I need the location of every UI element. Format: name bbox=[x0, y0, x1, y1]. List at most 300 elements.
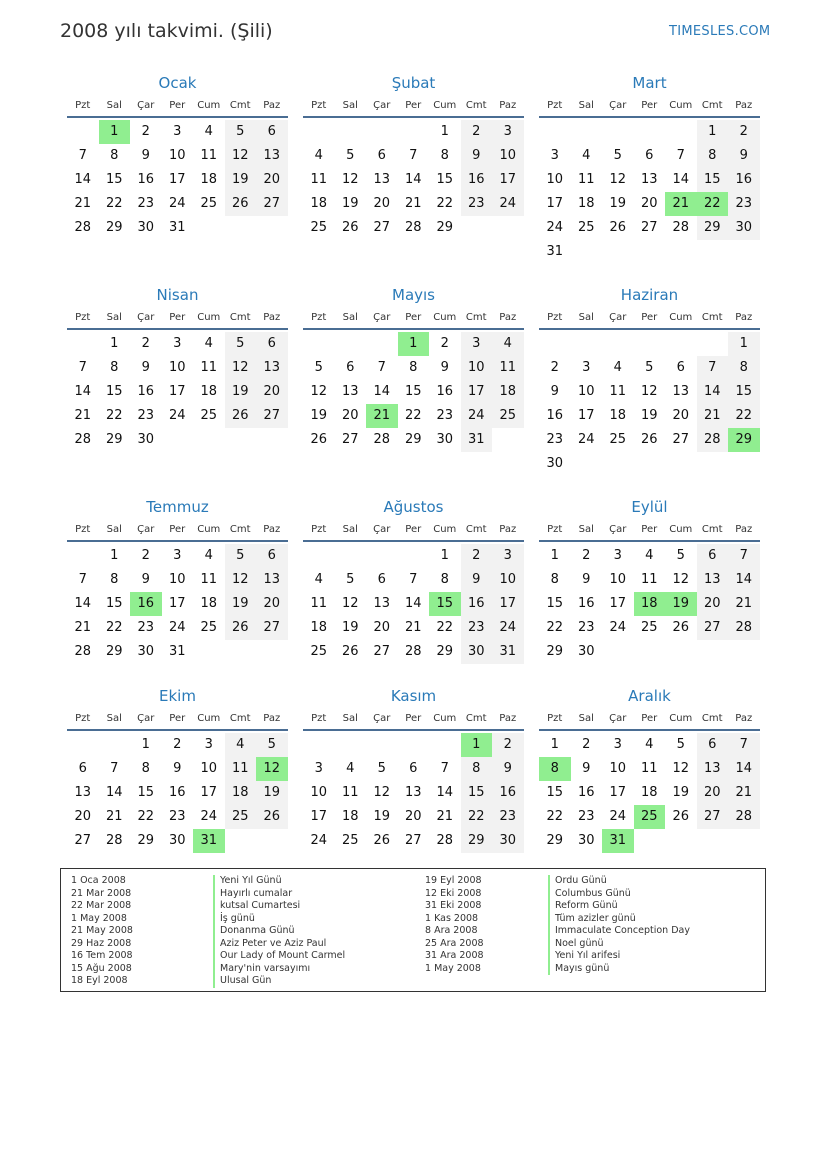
month-name: Nisan bbox=[156, 286, 199, 304]
week-row bbox=[303, 404, 524, 428]
day-cell: 21 bbox=[74, 620, 92, 635]
legend-holiday-name: Yeni Yıl Günü bbox=[220, 875, 282, 886]
empty-cell bbox=[634, 332, 666, 356]
day-cell: 14 bbox=[728, 757, 760, 781]
day-cell: 25 bbox=[634, 805, 666, 829]
legend-names bbox=[213, 875, 345, 988]
legend-holiday-name: Columbus Günü bbox=[555, 887, 631, 899]
empty-cell bbox=[665, 829, 697, 853]
day-cell: 8 bbox=[110, 148, 119, 163]
day-cell: 24 bbox=[546, 220, 564, 235]
day-cell: 13 bbox=[373, 172, 391, 187]
week-row bbox=[67, 829, 288, 853]
week-row bbox=[539, 757, 760, 781]
day-cell: 15 bbox=[697, 168, 729, 192]
legend-holiday-name: Our Lady of Mount Carmel bbox=[220, 950, 346, 961]
day-cell: 18 bbox=[225, 781, 257, 805]
weekday-label: Paz bbox=[499, 712, 517, 724]
day-cell: 30 bbox=[546, 456, 564, 471]
day-cell: 14 bbox=[728, 568, 760, 592]
empty-cell bbox=[429, 733, 461, 757]
weekday-label: Paz bbox=[735, 523, 753, 535]
weekday-label: Per bbox=[641, 99, 658, 111]
weekday-label: Çar bbox=[137, 99, 155, 111]
day-cell: 18 bbox=[310, 620, 328, 635]
empty-cell bbox=[225, 216, 257, 240]
week-row bbox=[67, 805, 288, 829]
empty-cell bbox=[634, 120, 666, 144]
legend-date: 21 May 2008 bbox=[71, 925, 133, 936]
day-cell: 19 bbox=[310, 408, 328, 423]
day-cell: 2 bbox=[141, 548, 150, 563]
month-name: Kasım bbox=[390, 687, 437, 705]
day-cell: 6 bbox=[346, 360, 355, 375]
empty-cell bbox=[67, 733, 99, 757]
day-cell: 16 bbox=[130, 592, 162, 616]
day-cell: 7 bbox=[110, 761, 119, 776]
page-title: 2008 yılı takvimi. (Şili) bbox=[60, 20, 273, 42]
day-cell: 30 bbox=[137, 432, 155, 447]
weekday-label: Pzt bbox=[547, 712, 563, 724]
weekday-label: Sal bbox=[342, 712, 358, 724]
day-cell: 30 bbox=[436, 432, 454, 447]
weekday-label: Çar bbox=[373, 712, 391, 724]
day-cell: 19 bbox=[609, 196, 627, 211]
legend-date: 29 Haz 2008 bbox=[71, 937, 132, 949]
weekday-label: Cmt bbox=[701, 712, 723, 724]
weekday-header bbox=[67, 707, 288, 729]
empty-cell bbox=[602, 332, 634, 356]
day-cell: 13 bbox=[640, 172, 658, 187]
day-cell: 18 bbox=[341, 809, 359, 824]
weekday-label: Per bbox=[169, 99, 186, 111]
day-cell: 6 bbox=[697, 544, 729, 568]
month-8 bbox=[303, 496, 524, 664]
empty-cell bbox=[728, 452, 760, 476]
day-cell: 23 bbox=[168, 809, 186, 824]
day-cell: 5 bbox=[225, 120, 257, 144]
week-row bbox=[67, 733, 288, 757]
legend-holiday-name: Ulusal Gün bbox=[220, 975, 272, 986]
day-cell: 19 bbox=[373, 809, 391, 824]
week-row bbox=[303, 757, 524, 781]
week-row bbox=[67, 568, 288, 592]
day-cell: 28 bbox=[74, 220, 92, 235]
weekday-label: Pzt bbox=[311, 523, 327, 535]
day-cell: 16 bbox=[461, 168, 493, 192]
day-cell: 21 bbox=[74, 408, 92, 423]
day-cell: 29 bbox=[546, 833, 564, 848]
week-row bbox=[303, 568, 524, 592]
week-row bbox=[303, 356, 524, 380]
weekday-label: Paz bbox=[263, 311, 281, 323]
day-cell: 15 bbox=[105, 596, 123, 611]
day-cell: 1 bbox=[110, 548, 119, 563]
day-cell: 30 bbox=[577, 644, 595, 659]
day-cell: 7 bbox=[440, 761, 449, 776]
day-cell: 23 bbox=[577, 809, 595, 824]
weekday-label: Pzt bbox=[547, 99, 563, 111]
day-cell: 1 bbox=[550, 737, 559, 752]
day-cell: 25 bbox=[640, 620, 658, 635]
day-cell: 20 bbox=[74, 809, 92, 824]
weekday-label: Çar bbox=[609, 523, 627, 535]
weekday-label: Per bbox=[641, 523, 658, 535]
day-cell: 26 bbox=[672, 809, 690, 824]
empty-cell bbox=[303, 332, 335, 356]
weekday-header bbox=[303, 94, 524, 116]
day-cell: 3 bbox=[550, 148, 559, 163]
day-cell: 10 bbox=[461, 356, 493, 380]
week-row bbox=[539, 404, 760, 428]
day-cell: 5 bbox=[346, 572, 355, 587]
day-cell: 31 bbox=[602, 829, 634, 853]
day-cell: 16 bbox=[461, 592, 493, 616]
day-cell: 5 bbox=[676, 737, 685, 752]
day-cell: 17 bbox=[546, 196, 564, 211]
week-row bbox=[67, 356, 288, 380]
day-cell: 12 bbox=[225, 144, 257, 168]
empty-cell bbox=[665, 452, 697, 476]
week-row bbox=[67, 592, 288, 616]
day-cell: 8 bbox=[550, 572, 559, 587]
week-row bbox=[303, 733, 524, 757]
day-cell: 16 bbox=[577, 785, 595, 800]
week-row bbox=[539, 592, 760, 616]
day-cell: 29 bbox=[546, 644, 564, 659]
day-cell: 26 bbox=[341, 220, 359, 235]
legend-holiday-name: Mayıs günü bbox=[555, 962, 610, 974]
weekday-label: Pzt bbox=[75, 712, 91, 724]
day-cell: 20 bbox=[697, 592, 729, 616]
weekday-label: Cmt bbox=[465, 523, 487, 535]
day-cell: 26 bbox=[640, 432, 658, 447]
weekday-header bbox=[539, 306, 760, 328]
day-cell: 25 bbox=[200, 196, 218, 211]
day-cell: 19 bbox=[225, 380, 257, 404]
day-cell: 26 bbox=[672, 620, 690, 635]
day-cell: 5 bbox=[314, 360, 323, 375]
weekday-label: Cum bbox=[669, 523, 693, 535]
day-cell: 5 bbox=[676, 548, 685, 563]
day-cell: 10 bbox=[492, 568, 524, 592]
day-cell: 23 bbox=[436, 408, 454, 423]
day-cell: 25 bbox=[200, 408, 218, 423]
week-row bbox=[67, 120, 288, 144]
day-cell: 17 bbox=[168, 596, 186, 611]
day-cell: 25 bbox=[577, 220, 595, 235]
day-cell: 19 bbox=[256, 781, 288, 805]
day-cell: 2 bbox=[582, 737, 591, 752]
week-row bbox=[67, 168, 288, 192]
day-cell: 2 bbox=[492, 733, 524, 757]
day-cell: 20 bbox=[256, 592, 288, 616]
legend-holiday-name: Donanma Günü bbox=[220, 925, 295, 936]
day-cell: 11 bbox=[200, 148, 218, 163]
day-cell: 16 bbox=[546, 408, 564, 423]
week-row bbox=[67, 404, 288, 428]
legend-date: 21 Mar 2008 bbox=[71, 887, 132, 899]
day-cell: 19 bbox=[665, 592, 697, 616]
day-cell: 7 bbox=[78, 148, 87, 163]
day-cell: 20 bbox=[404, 809, 422, 824]
empty-cell bbox=[256, 216, 288, 240]
day-cell: 9 bbox=[141, 148, 150, 163]
day-cell: 27 bbox=[404, 833, 422, 848]
weekday-label: Sal bbox=[106, 99, 122, 111]
day-cell: 3 bbox=[314, 761, 323, 776]
month-6 bbox=[539, 284, 760, 476]
day-cell: 22 bbox=[105, 620, 123, 635]
weekday-label: Paz bbox=[263, 523, 281, 535]
day-cell: 14 bbox=[672, 172, 690, 187]
day-cell: 30 bbox=[492, 829, 524, 853]
legend-holiday-name: Ordu Günü bbox=[555, 875, 607, 886]
day-cell: 21 bbox=[697, 404, 729, 428]
weekday-header bbox=[67, 94, 288, 116]
month-name: Haziran bbox=[620, 286, 679, 304]
day-cell: 25 bbox=[609, 432, 627, 447]
day-cell: 1 bbox=[99, 120, 131, 144]
week-row bbox=[539, 192, 760, 216]
empty-cell bbox=[697, 332, 729, 356]
day-cell: 6 bbox=[645, 148, 654, 163]
day-cell: 6 bbox=[697, 733, 729, 757]
day-cell: 16 bbox=[137, 384, 155, 399]
week-row bbox=[67, 757, 288, 781]
day-cell: 6 bbox=[409, 761, 418, 776]
empty-cell bbox=[571, 452, 603, 476]
weekday-label: Cmt bbox=[229, 311, 251, 323]
day-cell: 28 bbox=[404, 220, 422, 235]
weekday-label: Çar bbox=[609, 99, 627, 111]
month-1 bbox=[67, 72, 288, 240]
day-cell: 12 bbox=[225, 568, 257, 592]
day-cell: 13 bbox=[373, 596, 391, 611]
day-cell: 27 bbox=[672, 432, 690, 447]
day-cell: 25 bbox=[200, 620, 218, 635]
day-cell: 4 bbox=[613, 360, 622, 375]
day-cell: 24 bbox=[492, 616, 524, 640]
day-cell: 22 bbox=[105, 408, 123, 423]
empty-cell bbox=[225, 640, 257, 664]
month-2 bbox=[303, 72, 524, 240]
empty-cell bbox=[697, 640, 729, 664]
week-row bbox=[303, 428, 524, 452]
legend-date: 16 Tem 2008 bbox=[71, 950, 133, 961]
day-cell: 28 bbox=[672, 220, 690, 235]
day-cell: 12 bbox=[609, 172, 627, 187]
day-cell: 5 bbox=[645, 360, 654, 375]
day-cell: 13 bbox=[256, 356, 288, 380]
day-cell: 2 bbox=[461, 544, 493, 568]
day-cell: 27 bbox=[256, 616, 288, 640]
day-cell: 25 bbox=[225, 805, 257, 829]
day-cell: 22 bbox=[105, 196, 123, 211]
weekday-label: Cum bbox=[197, 712, 221, 724]
day-cell: 17 bbox=[492, 168, 524, 192]
legend-date: 1 May 2008 bbox=[71, 912, 127, 924]
day-cell: 13 bbox=[672, 384, 690, 399]
header-divider bbox=[539, 540, 760, 542]
day-cell: 21 bbox=[728, 781, 760, 805]
day-cell: 26 bbox=[225, 192, 257, 216]
month-5 bbox=[303, 284, 524, 452]
weekday-label: Paz bbox=[263, 712, 281, 724]
day-cell: 22 bbox=[697, 192, 729, 216]
month-name: Mayıs bbox=[392, 286, 435, 304]
day-cell: 29 bbox=[137, 833, 155, 848]
day-cell: 5 bbox=[377, 761, 386, 776]
day-cell: 20 bbox=[341, 408, 359, 423]
day-cell: 10 bbox=[200, 761, 218, 776]
day-cell: 23 bbox=[461, 616, 493, 640]
day-cell: 13 bbox=[74, 785, 92, 800]
day-cell: 20 bbox=[697, 781, 729, 805]
week-row bbox=[539, 168, 760, 192]
day-cell: 9 bbox=[440, 360, 449, 375]
brand-logo[interactable]: TIMESLES.COM bbox=[669, 24, 771, 39]
day-cell: 17 bbox=[492, 592, 524, 616]
day-cell: 14 bbox=[436, 785, 454, 800]
day-cell: 15 bbox=[546, 785, 564, 800]
weekday-header bbox=[539, 94, 760, 116]
weekday-label: Per bbox=[405, 311, 422, 323]
weekday-header bbox=[303, 306, 524, 328]
weekday-label: Sal bbox=[578, 99, 594, 111]
weekday-label: Paz bbox=[735, 712, 753, 724]
weekday-header bbox=[303, 707, 524, 729]
week-row bbox=[303, 332, 524, 356]
legend-date: 31 Eki 2008 bbox=[425, 900, 482, 911]
day-cell: 7 bbox=[78, 572, 87, 587]
day-cell: 12 bbox=[341, 172, 359, 187]
day-cell: 9 bbox=[582, 572, 591, 587]
legend-date: 15 Ağu 2008 bbox=[71, 962, 132, 974]
weekday-label: Cmt bbox=[465, 712, 487, 724]
week-row bbox=[539, 120, 760, 144]
day-cell: 23 bbox=[492, 805, 524, 829]
day-cell: 28 bbox=[728, 805, 760, 829]
empty-cell bbox=[571, 240, 603, 264]
week-row bbox=[67, 144, 288, 168]
day-cell: 26 bbox=[373, 833, 391, 848]
week-row bbox=[539, 380, 760, 404]
day-cell: 18 bbox=[492, 380, 524, 404]
empty-cell bbox=[225, 428, 257, 452]
empty-cell bbox=[67, 544, 99, 568]
day-cell: 31 bbox=[193, 829, 225, 853]
week-row bbox=[67, 544, 288, 568]
day-cell: 2 bbox=[141, 336, 150, 351]
empty-cell bbox=[697, 240, 729, 264]
day-cell: 24 bbox=[168, 408, 186, 423]
empty-cell bbox=[335, 733, 367, 757]
day-cell: 18 bbox=[310, 196, 328, 211]
empty-cell bbox=[67, 120, 99, 144]
legend-date: 25 Ara 2008 bbox=[425, 937, 484, 949]
day-cell: 21 bbox=[665, 192, 697, 216]
day-cell: 11 bbox=[200, 360, 218, 375]
month-name: Şubat bbox=[391, 74, 436, 92]
legend-date: 1 Oca 2008 bbox=[71, 875, 126, 886]
day-cell: 15 bbox=[429, 592, 461, 616]
day-cell: 27 bbox=[697, 805, 729, 829]
day-cell: 30 bbox=[577, 833, 595, 848]
day-cell: 7 bbox=[409, 148, 418, 163]
day-cell: 3 bbox=[204, 737, 213, 752]
day-cell: 12 bbox=[256, 757, 288, 781]
weekday-label: Per bbox=[169, 712, 186, 724]
day-cell: 14 bbox=[74, 172, 92, 187]
day-cell: 17 bbox=[168, 172, 186, 187]
day-cell: 8 bbox=[440, 148, 449, 163]
day-cell: 1 bbox=[550, 548, 559, 563]
day-cell: 24 bbox=[200, 809, 218, 824]
legend-holiday-name: Yeni Yıl arifesi bbox=[555, 950, 621, 961]
weekday-label: Çar bbox=[137, 311, 155, 323]
day-cell: 20 bbox=[373, 196, 391, 211]
weekday-label: Cum bbox=[197, 311, 221, 323]
day-cell: 21 bbox=[404, 620, 422, 635]
day-cell: 29 bbox=[461, 829, 493, 853]
empty-cell bbox=[571, 120, 603, 144]
day-cell: 22 bbox=[461, 805, 493, 829]
day-cell: 17 bbox=[461, 380, 493, 404]
day-cell: 25 bbox=[341, 833, 359, 848]
month-9 bbox=[539, 496, 760, 664]
legend-holiday-name: Tüm azizler günü bbox=[555, 912, 636, 924]
day-cell: 29 bbox=[105, 220, 123, 235]
weekday-label: Sal bbox=[342, 311, 358, 323]
day-cell: 12 bbox=[225, 356, 257, 380]
day-cell: 31 bbox=[546, 244, 564, 259]
day-cell: 28 bbox=[728, 616, 760, 640]
day-cell: 11 bbox=[640, 761, 658, 776]
week-row bbox=[67, 216, 288, 240]
empty-cell bbox=[67, 332, 99, 356]
day-cell: 10 bbox=[168, 572, 186, 587]
week-row bbox=[303, 168, 524, 192]
day-cell: 16 bbox=[492, 781, 524, 805]
day-cell: 8 bbox=[110, 360, 119, 375]
month-name: Ekim bbox=[159, 687, 196, 705]
week-row bbox=[67, 616, 288, 640]
legend-holiday-name: kutsal Cumartesi bbox=[220, 900, 301, 911]
day-cell: 27 bbox=[256, 192, 288, 216]
empty-cell bbox=[366, 733, 398, 757]
week-row bbox=[539, 733, 760, 757]
day-cell: 19 bbox=[225, 592, 257, 616]
day-cell: 4 bbox=[314, 148, 323, 163]
empty-cell bbox=[571, 332, 603, 356]
day-cell: 9 bbox=[141, 572, 150, 587]
month-4 bbox=[67, 284, 288, 452]
weekday-label: Pzt bbox=[75, 311, 91, 323]
day-cell: 8 bbox=[409, 360, 418, 375]
day-cell: 20 bbox=[256, 168, 288, 192]
day-cell: 23 bbox=[546, 432, 564, 447]
day-cell: 15 bbox=[436, 172, 454, 187]
header-divider bbox=[539, 328, 760, 330]
day-cell: 5 bbox=[613, 148, 622, 163]
weekday-label: Cum bbox=[197, 523, 221, 535]
month-name: Aralık bbox=[628, 687, 671, 705]
day-cell: 4 bbox=[225, 733, 257, 757]
day-cell: 15 bbox=[105, 172, 123, 187]
weekday-label: Paz bbox=[499, 523, 517, 535]
empty-cell bbox=[303, 733, 335, 757]
